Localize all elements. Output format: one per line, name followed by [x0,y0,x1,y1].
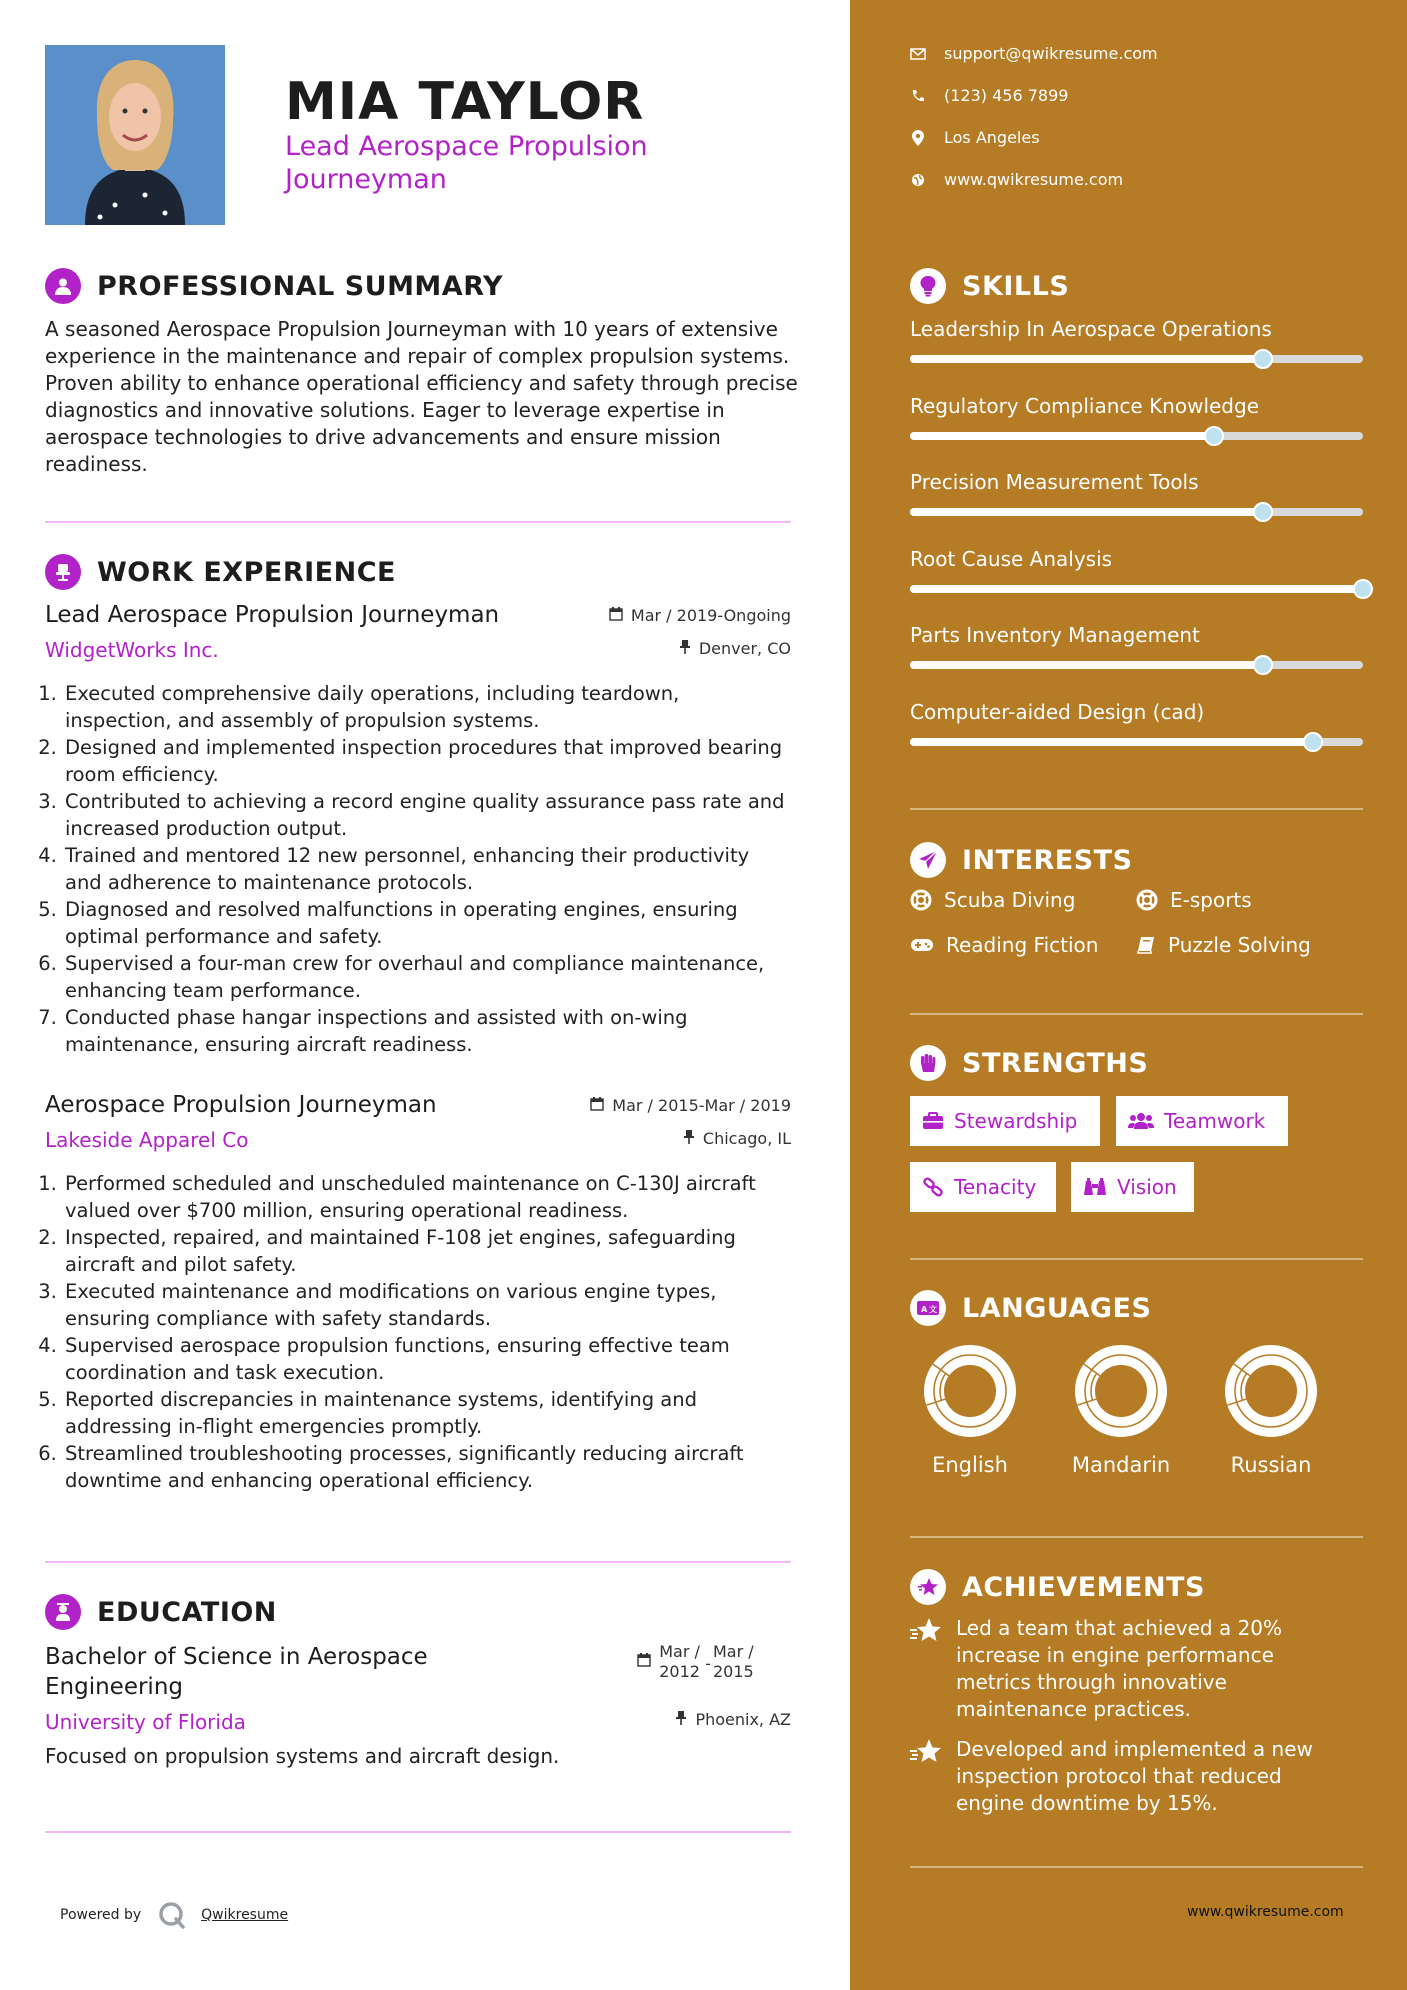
divider [910,1013,1363,1015]
education-heading [45,1594,277,1630]
calendar-icon [609,606,623,625]
skill-bar [910,432,1363,440]
language-donut [1223,1343,1319,1439]
list-item: 5. Diagnosed and resolved malfunctions in operating engines, ensuring optimal performance and safety. [63,896,791,950]
education-date-end: Mar / 2015 [713,1642,754,1681]
achievement-item [910,1736,1363,1817]
strengths-title: STRENGTHS [962,1047,1149,1079]
language-item [1061,1343,1181,1477]
skill-slider-handle [1204,426,1224,446]
job-title: Lead Aerospace Propulsion Journeyman [45,602,500,628]
skill-name: Root Cause Analysis [910,546,1113,571]
skill-item [910,470,1363,516]
phone-icon [910,89,926,103]
education-title: EDUCATION [97,1596,277,1628]
skill-item [910,623,1363,669]
graduate-icon [45,1594,81,1630]
skill-name: Parts Inventory Management [910,623,1200,647]
language-name: Mandarin [1071,1453,1171,1477]
interest-item [1136,933,1311,957]
skill-item [910,317,1363,363]
list-item: 3. Executed maintenance and modifications on various engine types, ensuring compliance with safety standards. [63,1278,791,1332]
translate-icon [910,1290,946,1326]
experience-heading [45,554,396,590]
svg-text:A: A [921,1305,928,1314]
education-date [637,1642,757,1682]
skill-bar-fill [910,355,1263,363]
interest-item [910,888,1075,912]
lifebuoy-icon [1136,889,1158,911]
star-icon [910,1569,946,1605]
skill-slider-handle [1303,732,1323,752]
strength-label: Teamwork [1164,1109,1266,1133]
strength-chip [910,1096,1100,1146]
skill-bar [910,355,1363,363]
summary-text: A seasoned Aerospace Propulsion Journeyman with 10 years of extensive experience in the maintenance and repair of complex propulsion systems. Proven ability to enhance operational efficiency and safety through precise diagnostics and innovative solutions. Eager to leverage expertise in aerospace technologies to drive advancements and ensure mission readiness. [45,317,798,476]
job-location [683,1129,791,1148]
footer-website[interactable]: www.qwikresume.com [1187,1904,1344,1920]
list-item: 6. Supervised a four-man crew for overhaul and compliance maintenance, enhancing team performance. [63,950,791,1004]
job-date [609,606,791,625]
interest-label: Scuba Diving [944,888,1076,912]
language-donut-level [1235,1355,1307,1427]
job-entry [45,1092,791,1494]
job-date [590,1096,791,1115]
language-item [1211,1343,1331,1477]
skill-name: Precision Measurement Tools [910,470,1199,494]
education-description: Focused on propulsion systems and aircraft design. [45,1744,560,1768]
education-entry [45,1642,791,1768]
strength-label: Tenacity [954,1175,1037,1199]
school: University of Florida [45,1710,246,1734]
languages-heading [910,1290,1151,1326]
strength-chip [910,1162,1056,1212]
job-location-text: Denver, CO [698,639,791,658]
divider [910,808,1363,810]
degree: Bachelor of Science in Aerospace Engineering [45,1644,428,1700]
footer-powered [60,1900,288,1930]
fist-icon [910,1045,946,1081]
list-item: 6. Streamlined troubleshooting processes, significantly reducing aircraft downtime and enhancing operational efficiency. [63,1440,791,1494]
strength-label: Vision [1117,1175,1177,1199]
skill-name: Leadership In Aerospace Operations [910,317,1272,341]
skill-item [910,547,1363,593]
job-bullets [45,1170,791,1494]
website-link[interactable]: www.qwikresume.com [944,170,1124,189]
user-icon [45,268,81,304]
gamepad-icon [910,937,934,953]
binoculars-icon [1083,1177,1107,1197]
skill-bar-fill [910,661,1263,669]
interest-label: Reading Fiction [946,933,1099,957]
divider [910,1866,1363,1868]
list-item: 2. Designed and implemented inspection procedures that improved bearing room efficiency. [63,734,791,788]
strength-chip [1116,1096,1288,1146]
job-location [679,639,791,658]
paper-plane-icon [910,842,946,878]
candidate-name: MIA TAYLOR [285,72,645,132]
list-item: 2. Inspected, repaired, and maintained F-108 jet engines, safeguarding aircraft and pilot safety. [63,1224,791,1278]
divider [910,1258,1363,1260]
skill-bar [910,738,1363,746]
skill-bar-fill [910,432,1214,440]
strength-label: Stewardship [954,1109,1078,1133]
interests-heading [910,842,1133,878]
contact-email [910,44,1158,63]
divider [45,1831,791,1833]
job-entry [45,602,791,1058]
languages-title: LANGUAGES [962,1292,1152,1324]
pin-icon [679,639,691,658]
interest-item [1136,888,1252,912]
skills-heading [910,268,1069,304]
map-pin-icon [910,130,926,146]
location-text: Los Angeles [944,128,1040,147]
list-item: 1. Executed comprehensive daily operations, including teardown, inspection, and assembly of propulsion systems. [63,680,791,734]
language-donut-level [934,1355,1006,1427]
job-location-text: Chicago, IL [702,1129,791,1148]
language-item [910,1343,1030,1477]
qwikresume-logo-icon [157,1900,187,1930]
achievement-text: Developed and implemented a new inspection protocol that reduced engine downtime by 15%. [956,1737,1313,1815]
skill-bar-fill [910,508,1263,516]
divider [910,1536,1363,1538]
skill-bar-fill [910,585,1363,593]
skill-name: Computer-aided Design (cad) [910,699,1205,724]
lifebuoy-icon [910,889,932,911]
job-date-text: Mar / 2015-Mar / 2019 [612,1096,791,1115]
skill-item [910,394,1363,440]
calendar-icon [590,1096,604,1115]
education-date-separator: - [705,1654,711,1673]
skill-bar [910,508,1363,516]
calendar-icon [637,1652,651,1672]
users-icon [1128,1112,1154,1130]
interest-label: Puzzle Solving [1168,933,1311,957]
job-date-text: Mar / 2019-Ongoing [630,606,791,625]
summary-heading [45,268,503,304]
brand-link[interactable]: Qwikresume [201,1907,289,1923]
book-icon [1136,935,1156,955]
skill-name: Regulatory Compliance Knowledge [910,393,1260,418]
education-date-start: Mar / 2012 [659,1642,700,1681]
chair-icon [45,554,81,590]
list-item: 4. Trained and mentored 12 new personnel, enhancing their productivity and adherence to maintenance protocols. [63,842,791,896]
skills-title: SKILLS [962,270,1070,302]
education-location [675,1710,791,1729]
list-item: 7. Conducted phase hangar inspections and assisted with on-wing maintenance, ensuring aircraft readiness. [63,1004,791,1058]
divider [45,521,791,523]
list-item: 5. Reported discrepancies in maintenance systems, identifying and addressing in-flight emergencies promptly. [63,1386,791,1440]
job-title: Aerospace Propulsion Journeyman [45,1092,437,1118]
education-location-text: Phoenix, AZ [695,1710,791,1729]
achievement-item [910,1615,1363,1723]
svg-text:文: 文 [929,1305,937,1314]
language-name: English [932,1453,1008,1477]
contact-location [910,128,1040,147]
language-donut-level [1085,1355,1157,1427]
strength-chip [1071,1162,1194,1212]
skill-bar [910,585,1363,593]
contact-phone [910,86,1068,105]
pin-icon [683,1129,695,1148]
profile-photo [45,45,225,225]
link-icon [922,1176,944,1198]
achievement-text: Led a team that achieved a 20% increase in engine performance metrics through innovative maintenance practices. [956,1616,1283,1721]
list-item: 4. Supervised aerospace propulsion functions, ensuring effective team coordination and task execution. [63,1332,791,1386]
phone-text: (123) 456 7899 [944,86,1069,105]
achievements-title: ACHIEVEMENTS [962,1571,1205,1603]
contact-website [910,170,1123,189]
language-donut [1073,1343,1169,1439]
job-company: Lakeside Apparel Co [45,1128,249,1152]
star-icon [910,1615,944,1723]
candidate-role: Lead Aerospace Propulsion Journeyman [285,131,648,195]
list-item: 3. Contributed to achieving a record engine quality assurance pass rate and increased production output. [63,788,791,842]
pin-icon [675,1710,687,1729]
language-name: Russian [1230,1453,1312,1477]
list-item: 1. Performed scheduled and unscheduled maintenance on C-130J aircraft valued over $700 million, ensuring operational readiness. [63,1170,791,1224]
interests-title: INTERESTS [962,844,1133,876]
job-company: WidgetWorks Inc. [45,638,219,662]
summary-title: PROFESSIONAL SUMMARY [97,270,504,302]
email-link[interactable]: support@qwikresume.com [944,44,1158,63]
globe-icon [910,173,926,187]
interest-item [910,933,1098,957]
envelope-icon [910,48,926,60]
achievements-heading [910,1569,1205,1605]
skill-item [910,700,1363,746]
skill-bar-fill [910,738,1313,746]
job-bullets [45,680,791,1058]
skill-bar [910,661,1363,669]
interest-label: E-sports [1170,888,1252,912]
strengths-heading [910,1045,1148,1081]
divider [45,1561,791,1563]
language-donut [922,1343,1018,1439]
powered-by-text: Powered by [60,1907,142,1923]
star-icon [910,1736,944,1817]
briefcase-icon [922,1112,944,1130]
experience-title: WORK EXPERIENCE [97,556,396,588]
skill-slider-handle [1353,579,1373,599]
lightbulb-icon [910,268,946,304]
